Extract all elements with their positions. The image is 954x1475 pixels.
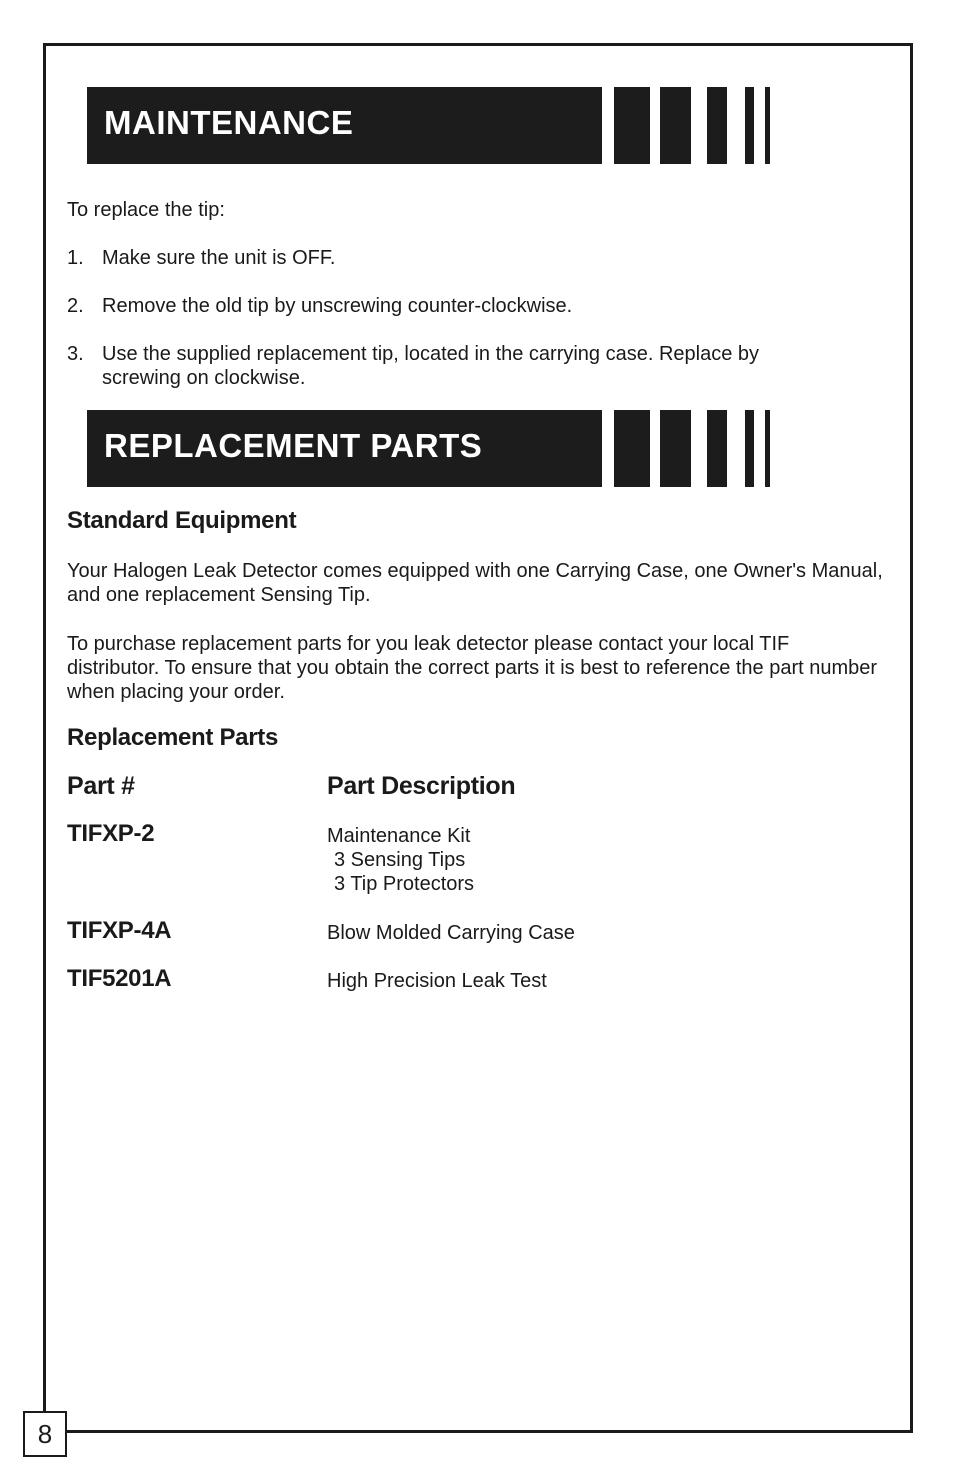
header-stripe: [765, 87, 770, 164]
part-description: [327, 824, 474, 896]
part-number-column-header: Part #: [67, 772, 135, 800]
header-stripe: [707, 410, 727, 487]
page-number: 8: [23, 1411, 67, 1457]
part-description: High Precision Leak Test: [327, 970, 547, 992]
step-number: 2.: [67, 295, 84, 317]
purchase-text: To purchase replacement parts for you leak detector please contact your local TIF distributor. To ensure that you obtain the correct parts it is best to reference the part number when placing your order.: [67, 633, 878, 703]
header-stripe: [707, 87, 727, 164]
header-stripe: [614, 87, 650, 164]
header-stripe: [614, 410, 650, 487]
part-number: TIFXP-2: [67, 820, 155, 847]
part-description: Blow Molded Carrying Case: [327, 922, 575, 944]
header-stripe: [660, 87, 691, 164]
part-description-main: Maintenance Kit: [327, 825, 471, 847]
part-description-column-header: Part Description: [327, 772, 516, 800]
replacement-title: REPLACEMENT PARTS: [104, 427, 483, 464]
standard-equipment-heading: Standard Equipment: [67, 507, 297, 534]
header-stripe: [660, 410, 691, 487]
step-number: 1.: [67, 247, 84, 269]
header-stripe: [745, 410, 754, 487]
step-text: Make sure the unit is OFF.: [102, 247, 336, 269]
step-text: Remove the old tip by unscrewing counter-clockwise.: [102, 295, 573, 317]
header-stripe: [745, 87, 754, 164]
part-description-detail: 3 Tip Protectors: [334, 873, 475, 895]
standard-equipment-text: Your Halogen Leak Detector comes equipped with one Carrying Case, one Owner's Manual, and one replacement Sensing Tip.: [67, 560, 883, 606]
replacement-parts-heading: Replacement Parts: [67, 724, 278, 751]
replacement-header: [87, 410, 777, 487]
part-number: TIF5201A: [67, 965, 172, 992]
maintenance-title: MAINTENANCE: [104, 104, 354, 141]
header-stripe: [765, 410, 770, 487]
maintenance-intro: To replace the tip:: [67, 199, 225, 221]
step-number: 3.: [67, 343, 84, 365]
step-text: Use the supplied replacement tip, located in the carrying case. Replace by screwing on clockwise.: [102, 343, 760, 389]
maintenance-header: [87, 87, 777, 164]
part-description-detail: 3 Sensing Tips: [334, 849, 466, 871]
part-number: TIFXP-4A: [67, 917, 172, 944]
